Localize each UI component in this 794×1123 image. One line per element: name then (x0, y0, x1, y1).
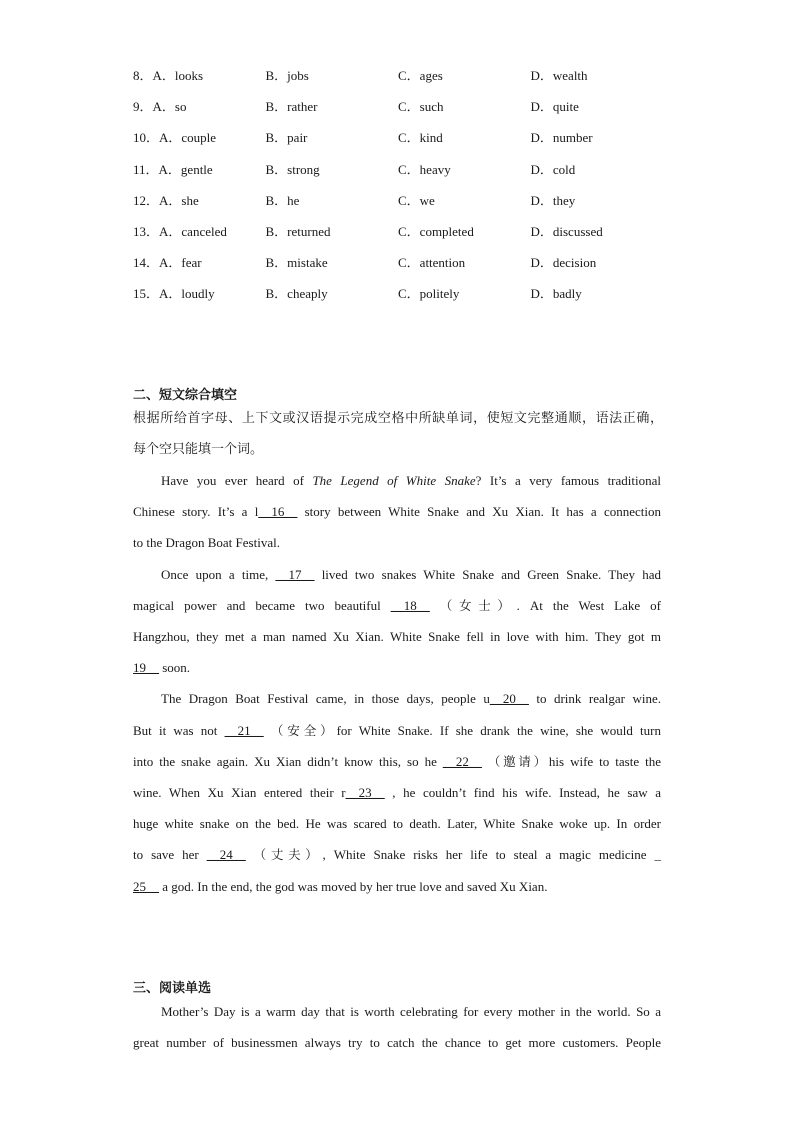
blank-17[interactable]: __17__ (275, 566, 315, 582)
question-number: 10． (133, 130, 160, 146)
option-b[interactable]: B．returned (265, 223, 331, 239)
story-title: The Legend of White Snake (312, 473, 476, 488)
option-a-text: A．loudly (159, 286, 215, 302)
question-number: 13． (133, 223, 160, 239)
option-row (133, 64, 663, 95)
option-a[interactable] (133, 126, 266, 157)
option-a-text: A．fear (159, 255, 202, 271)
option-b[interactable]: B．cheaply (265, 286, 328, 302)
option-a-text: A．looks (152, 68, 204, 83)
option-d[interactable]: D．number (530, 130, 593, 146)
passage-line: Mother’s Day is a warm day that is worth celebrating for every mother in the world. So a (161, 1004, 661, 1019)
option-c[interactable]: C．politely (398, 286, 460, 302)
option-b[interactable]: B．mistake (265, 255, 328, 271)
option-a[interactable] (133, 251, 266, 282)
blank-22[interactable]: __22__ (442, 753, 482, 769)
option-b[interactable]: B．jobs (265, 68, 309, 83)
passage-line: to save her __24__ （丈夫）, White Snake risks her life to steal a magic medicine _ (133, 847, 661, 863)
section-title-reading: 三、阅读单选 (133, 981, 212, 996)
option-d[interactable]: D．cold (530, 161, 576, 177)
option-c[interactable]: C．such (398, 99, 444, 115)
section-instruction (133, 403, 663, 465)
blank-20[interactable]: __20__ (489, 691, 529, 707)
option-c[interactable]: C．heavy (398, 161, 451, 177)
option-a[interactable] (133, 158, 266, 189)
passage-line: great number of businessmen always try to catch the chance to get more customers. People (133, 1035, 661, 1051)
option-a-text: A．gentle (158, 161, 213, 177)
option-a-text: A．couple (159, 130, 217, 146)
option-row (133, 189, 663, 220)
option-c[interactable]: C．kind (398, 130, 443, 146)
option-a[interactable] (133, 64, 266, 95)
option-a-text: A．canceled (159, 223, 227, 239)
passage-line: to the Dragon Boat Festival. (133, 535, 280, 551)
hint-husband: （丈夫） (253, 847, 323, 863)
passage-line: Once upon a time, __17__ lived two snakes White Snake and Green Snake. They had (161, 566, 661, 582)
blank-19[interactable]: 19__ (133, 660, 159, 676)
question-number: 9． (133, 99, 153, 115)
hint-safe: （安全） (270, 722, 337, 738)
passage-line: 19__ soon. (133, 660, 191, 676)
hint-invite: （邀请） (487, 753, 549, 769)
passage-line: magical power and became two beautiful __18__ （女士）. At the West Lake of (133, 597, 661, 613)
question-number: 12． (133, 192, 160, 208)
instruction-line-2: 每个空只能填一个词。 (133, 442, 264, 457)
passage-line: But it was not __21__ （安全）for White Snake. If she drank the wine, she would turn (133, 722, 661, 738)
option-c[interactable]: C．attention (398, 255, 466, 271)
blank-25[interactable]: 25__ (133, 878, 159, 894)
option-a[interactable] (133, 95, 266, 126)
option-a-text: A．she (159, 192, 199, 208)
blank-24[interactable]: __24__ (206, 847, 246, 863)
reading-passage (133, 996, 661, 1058)
passage-line: Have you ever heard of The Legend of White Snake? It’s a very famous traditional (161, 473, 662, 488)
option-d[interactable]: D．they (530, 192, 576, 208)
option-b[interactable]: B．he (265, 192, 300, 208)
option-a[interactable] (133, 220, 266, 251)
passage-line: into the snake again. Xu Xian didn’t know this, so he __22__ （邀请）his wife to taste the (133, 753, 661, 769)
option-d[interactable]: D．decision (530, 255, 597, 271)
option-row (133, 220, 663, 251)
option-row (133, 158, 663, 189)
option-a[interactable] (133, 282, 266, 313)
passage-line: Hangzhou, they met a man named Xu Xian. White Snake fell in love with him. They got m (133, 629, 661, 645)
option-a-text: A．so (152, 99, 187, 115)
section-title-cloze: 二、短文综合填空 (133, 388, 238, 403)
question-number: 15． (133, 286, 160, 302)
passage-line: wine. When Xu Xian entered their r__23__ , he couldn’t find his wife. Instead, he saw a (133, 785, 661, 801)
options-table (133, 64, 663, 314)
option-b[interactable]: B．strong (265, 161, 320, 177)
blank-21[interactable]: __21__ (224, 722, 264, 738)
passage-line: Chinese story. It’s a l__16__ story between White Snake and Xu Xian. It has a connection (133, 504, 661, 520)
option-row (133, 126, 663, 157)
hint-ladies: （女士） (439, 597, 517, 613)
passage-line: huge white snake on the bed. He was scared to death. Later, White Snake woke up. In order (133, 816, 661, 832)
option-c[interactable]: C．we (398, 192, 435, 208)
question-number: 14． (133, 255, 160, 271)
passage-line: The Dragon Boat Festival came, in those days, people u__20__ to drink realgar wine. (161, 691, 662, 707)
cloze-passage (133, 465, 661, 902)
blank-23[interactable]: __23__ (345, 785, 385, 801)
option-row (133, 95, 663, 126)
option-row (133, 251, 663, 282)
option-a[interactable] (133, 189, 266, 220)
option-d[interactable]: D．badly (530, 286, 582, 302)
instruction-line-1: 根据所给首字母、上下文或汉语提示完成空格中所缺单词，使短文完整通顺，语法正确， (133, 411, 663, 426)
option-d[interactable]: D．quite (530, 99, 579, 115)
option-b[interactable]: B．pair (265, 130, 308, 146)
blank-18[interactable]: __18__ (390, 597, 430, 613)
blank-16[interactable]: __16__ (258, 504, 298, 520)
option-c[interactable]: C．ages (398, 68, 443, 83)
option-b[interactable]: B．rather (265, 99, 318, 115)
question-number: 11． (133, 161, 159, 177)
question-number: 8． (133, 68, 153, 83)
option-d[interactable]: D．discussed (530, 223, 603, 239)
option-d[interactable]: D．wealth (530, 68, 588, 83)
option-row (133, 282, 663, 313)
passage-line: 25__ a god. In the end, the god was moved by her true love and saved Xu Xian. (133, 878, 548, 894)
option-c[interactable]: C．completed (398, 223, 474, 239)
